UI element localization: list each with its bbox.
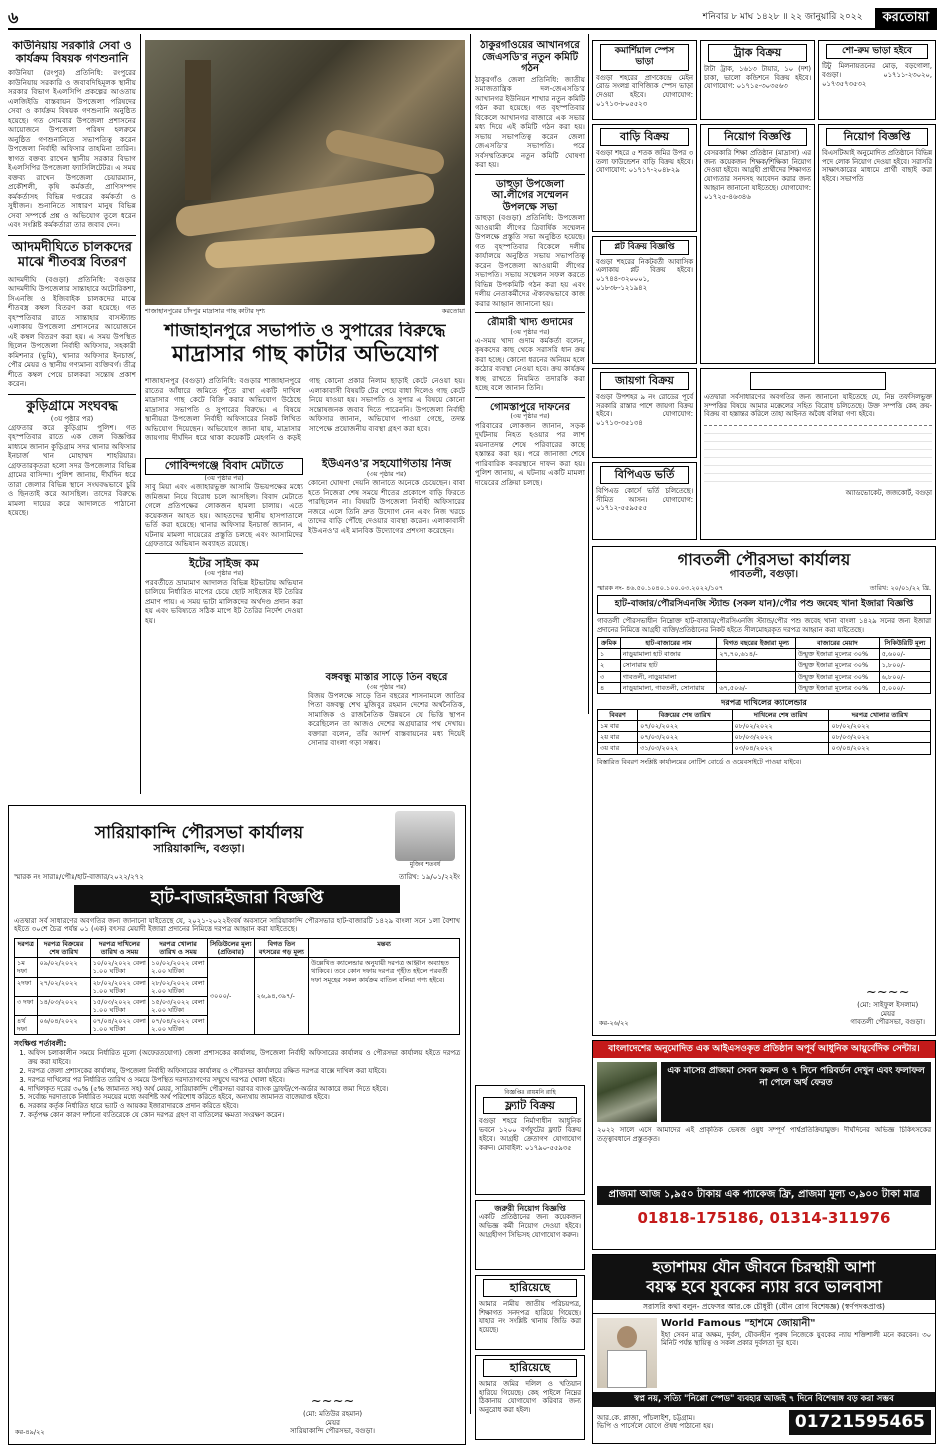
- classified-5-title: নিয়োগ বিজ্ঞপ্তি: [826, 128, 927, 146]
- table-cell: ২য় বার: [598, 732, 638, 743]
- gabtoli-signer-role: মেয়র: [880, 1009, 896, 1018]
- bottom-ad-phone: 01721595465: [789, 1410, 931, 1435]
- table-cell: ৬৭,৫০৬/-: [717, 682, 796, 693]
- story-gomostapur-body: পরিবারের লোকজন জানান, সড়ক দুর্ঘটনায় নিহত হওয়ার পর লাশ ময়নাতদন্ত শেষে পরিবারের কাছে হস্তান্তর করা হয়। পরে জানাজা শেষে পারিবারিক কবরস্থানে দাফন করা হয়। পুলিশ জানায়, এ ঘটনায় একটি মামলা দায়েরের প্রক্রিয়া চলছে।: [475, 420, 585, 487]
- lead-headline: [145, 322, 465, 372]
- ad-urgent-jobs: [475, 1200, 585, 1270]
- lead-headline-2: মাদ্রাসার গাছ কাটার অভিযোগ: [171, 340, 438, 367]
- table-cell: ০৮/০২/২০২২: [829, 721, 931, 732]
- sari-signer-org: সারিয়াকান্দি পৌরসভা, বগুড়া।: [290, 1427, 375, 1436]
- schedule-header: দাখিলের শেষ তারিখ: [732, 710, 829, 721]
- ad-jobs-title: জরুরী নিয়োগ বিজ্ঞপ্তি: [494, 1204, 566, 1213]
- sari-table-header: দরপত্র বিক্রয়ের শেষ তারিখ: [37, 939, 90, 958]
- herbal-phone: 01818-175186, 01314-311976: [637, 1208, 891, 1227]
- table-cell: ০৮/০৩/২০২২: [829, 732, 931, 743]
- story-bongo-body: বিজয় উপলক্ষে সাড়ে তিন বছরের শাসনামলে জাতির পিতা বঙ্গবন্ধু শেখ মুজিবুর রহমান দেশের অর্থনৈতিক, সামাজিক ও রাজনৈতিক উন্নয়নে যে ভিত্তি স্থাপন করেছিলেন তা আজও দেশের অগ্রযাত্রার পথ দেখায়। বক্তারা বলেন, তাঁর আদর্শ বাস্তবায়নের মধ্য দিয়েই সোনার বাংলা গড়া সম্ভব।: [308, 690, 465, 748]
- gabtoli-schedule-title: দরপত্র দাখিলের ক্যালেন্ডার: [721, 697, 807, 707]
- sari-memo: স্মারক নং সারাঃ/পৌঃ/হাট-বাজার/২০২২/২৭২: [14, 872, 144, 881]
- classified-4-body: বেসরকারি শিক্ষা প্রতিষ্ঠান (মাদ্রাসা) এর জন্য কয়েকজন শিক্ষক/শিক্ষিকা নিয়োগ দেওয়া হইবে। আগ্রহী প্রার্থীদের শিক্ষাগত যোগ্যতার সনদসহ আবেদন করার জন্য আহ্বান জানানো যাইতেছে। যোগাযোগ: ০১৭২৫-৪৬৩৪৬: [704, 148, 811, 201]
- story-gobinda-body: সাবু মিয়া এবং এজাহারভুক্ত আসামি উভয়পক্ষের মধ্যে জমিজমা নিয়ে বিরোধ চলে আসছিল। বিবাদ মেটাতে গেলে প্রতিপক্ষের লোকজন হামলা চালায়। এতে কয়েকজন আহত হয়। আহতদের স্থানীয় হাসপাতালে ভর্তি করা হয়েছে। থানার অফিসার ইনচার্জ জানান, এ ঘটনায় মামলা দায়েরের প্রস্তুতি চলছে এবং আসামিদের গ্রেফতারে অভিযান অব্যাহত রয়েছে।: [145, 482, 303, 549]
- story-itel-body: পরবর্তীতে ভ্রাম্যমাণ আদালত বিভিন্ন ইটভাটায় অভিযান চালিয়ে নির্ধারিত মাপের চেয়ে ছোট সাইজের ইট তৈরির প্রমাণ পায়। এ সময় ভাটা মালিকদের অর্থদণ্ড প্রদান করা হয় এবং ভবিষ্যতে সঠিক মাপে ইট তৈরির নির্দেশ দেওয়া হয়।: [145, 577, 303, 625]
- classified-land-sale: [592, 368, 697, 458]
- sariakandi-notice: [8, 805, 466, 1445]
- story-gomostapur-title: গোমস্তাপুরে দাফনের: [490, 401, 570, 413]
- table-row: [15, 958, 460, 977]
- story-adamdighi-title: আদমদীঘিতে চালকদের মাঝে শীতবস্ত্র বিতরণ: [12, 239, 132, 270]
- story-uno-body: কোনো ঘোষণা দেয়নি জানাতে অনেকে চেয়েছেন। বাবা হতে নিজেরা শেষ সময়ে শীতের প্রকোপে বাড়ি ফিরতে পারছিলেন না। বিষয়টি উপজেলা নির্বাহী অফিসারের নজরে এলে তিনি দ্রুত উদ্যোগ নেন এবং নিজ খরচে তাদের বাড়ি পৌঁছে দেওয়ার ব্যবস্থা করেন। এলাকাবাসী ইউএনও'র এই মানবিক উদ্যোগের প্রশংসা করেছেন।: [308, 478, 465, 535]
- lead-body: [145, 376, 465, 454]
- mujib-portrait: [390, 811, 460, 869]
- column-3: [475, 40, 585, 680]
- masthead: [8, 8, 937, 30]
- classified-truck-sale: [700, 40, 815, 120]
- story-kurigram-body: গ্রেফতার করে কুড়িগ্রাম পুলিশ। গত বৃহস্পতিবার রাতে এক জেল বিজ্ঞপ্তির মাধ্যমে জানান কুড়িগ্রাম সদর থানার অফিসার ইনচার্জ খান মোহাম্মদ শাহরিয়ার। গ্রেফতারকৃতরা হলো সদর উপজেলার বিভিন্ন গ্রামের বাসিন্দা। পুলিশ জানায়, দীর্ঘদিন ধরে তারা জেলার বিভিন্ন স্থানে সংঘবদ্ধভাবে চুরি ও ছিনতাই করে আসছিল। তাদের বিরুদ্ধে মামলা দায়ের করে আদালতে পাঠানো হয়েছে।: [8, 422, 136, 518]
- gabtoli-table-header: হাট-বাজারের নাম: [620, 638, 717, 649]
- table-cell: ০৭/০৪/২০২২ বেলা ২.০০ ঘটিকা: [149, 1016, 208, 1035]
- story-roumari-body: এ-সময় খাদ্য গুদাম কর্মকর্তা বলেন, কৃষকদের কাছ থেকে সরাসরি ধান ক্রয় করা হচ্ছে। কোনো ধরনের অনিয়ম হলে কঠোর ব্যবস্থা নেওয়া হবে। ক্রয় কার্যক্রম স্বচ্ছ রাখতে নিয়মিত তদারকি করা হচ্ছে বলে জানান তিনি।: [475, 335, 585, 393]
- bottom-ad-ship: ভিপি ও পার্সেলে যোগে ঔষধ পাঠানো হয়।: [597, 1422, 714, 1431]
- gabtoli-title: গাবতলী পৌরসভা কার্যালয়: [677, 550, 851, 569]
- story-uno-title: ইউএনও'র সহযোগিতায় নিজ: [321, 458, 452, 470]
- gabtoli-table: [597, 637, 931, 694]
- lead-sub-left: [145, 458, 303, 800]
- sari-term-item: 3. দরপত্র দাখিলের পর নির্ধারিত তারিখ ও সময়ে উপস্থিত দরদাতাগণের সম্মুখে দরপত্র খোলা হইবে।: [28, 1076, 460, 1085]
- classified-showroom-rent: [818, 40, 936, 120]
- table-cell: ৪: [598, 682, 621, 693]
- table-cell: ০৭/০৩/২০২২: [638, 732, 732, 743]
- ad-lost-2: [475, 1355, 585, 1440]
- table-cell: ২৮/০২/২০২২ বেলা ১.০০ ঘটিকা: [90, 977, 149, 996]
- table-cell: ০৮/০৩/২০২২: [732, 732, 829, 743]
- table-row: [598, 660, 931, 671]
- herbal-price: প্রাজমা আজ ১,৯৫০ টাকায় এক প্যাকেজ ফ্রি, প্রাজমা মূল্য ৩,৯০০ টাকা মাত্র: [597, 1186, 931, 1205]
- sari-date: তারিখ: ১৯/০১/২২ইং: [399, 872, 460, 881]
- table-cell: উন্মুক্ত ইজারা মূল্যের ৩০%: [796, 671, 880, 682]
- dateline: শনিবার ৮ মাঘ ১৪২৮ ॥ ২২ জানুয়ারি ২০২২: [702, 12, 863, 23]
- bottom-ad-addr: আর.কে. প্লাজা, পাঁচলাইশ, চট্টগ্রাম।: [597, 1413, 695, 1422]
- story-kurigram-sub: (৩য় পৃষ্ঠার পর): [50, 414, 94, 423]
- schedule-header: বিবরণ: [598, 710, 638, 721]
- story-itel-title: ইটের সাইজ কম: [189, 556, 259, 570]
- gabtoli-banner: হাট-বাজার/পৌরসিএনজি স্ট্যান্ড (সকল যান)/পৌর পশু জবেহ খানা ইজারা বিজ্ঞপ্তি: [597, 595, 931, 614]
- classified-7-body: বগুড়া শহরের নিকটবর্তী আবাসিক এলাকায় প্লট বিক্রয় হইবে। ০১৭৪৪-৩২০০০১, ০১৮৩৮-১২১৯৪২: [596, 257, 693, 293]
- table-cell: ১৪/০৩/২০২২: [37, 996, 90, 1015]
- gabtoli-subtitle: গাবতলী, বগুড়া।: [729, 569, 799, 581]
- sari-table-header: দরপত্র খোলার তারিখ ও সময়: [149, 939, 208, 958]
- sari-signer-name: (মো: মতিউর রহমান): [303, 1409, 363, 1418]
- story-dhunat-title: ডাহুড়া উপজেলা আ.লীগের সম্মেলন উপলক্ষে সভা: [491, 178, 569, 213]
- lead-photo: [145, 40, 465, 305]
- herbal-ad: [592, 1040, 936, 1250]
- lead-photo-block: [145, 40, 465, 318]
- story-roumari-sub: (৩য় পৃষ্ঠার পর): [510, 327, 550, 336]
- classified-9-title: বিপিএড ভর্তি: [600, 466, 689, 484]
- sari-fee-cell: ৩০০০/-: [207, 958, 254, 1035]
- table-cell: উন্মুক্ত ইজারা মূল্যের ৩০%: [796, 660, 880, 671]
- classified-9-body: বিপিএড কোর্সে ভর্তি চলিতেছে। সীমিত আসন। যোগাযোগ: ০১৭১২-৫৫৯৫৫৫: [596, 486, 693, 513]
- classified-job-1: [700, 124, 815, 364]
- legal-notice-signer: অ্যাডভোকেট, জজকোর্ট, বগুড়া: [845, 489, 932, 498]
- ad-lost-2-body: আমার জমির দলিল ও খতিয়ান হারিয়ে গিয়েছে। কেহ পাইলে নিম্নের ঠিকানায় যোগাযোগ করিবার জন্য অনুরোধ করা হইল।: [479, 1379, 581, 1415]
- sari-term-item: 1. অফিস চলাকালীন সময়ে নির্ধারিত মূল্যে (অফেরতযোগ্য) জেলা প্রশাসকের কার্যালয়, উপজেলা নির্বাহী অফিসারের কার্যালয় ও পৌরসভা কার্যালয় হইতে দরপত্র ক্রয় করা যাইবে।: [28, 1049, 460, 1067]
- story-thakurgaon-title: ঠাকুরগাঁওয়ের আখানগরে জেএসডি'র নতুন কমিটি গঠন: [480, 40, 580, 74]
- gabtoli-table-header: ক্রমিক: [598, 638, 621, 649]
- logo-text: করতোয়া: [882, 9, 929, 25]
- sari-terms-title: সংক্ষিপ্ত শর্তাবলী:: [14, 1039, 67, 1049]
- gabtoli-date: তারিখ: ২০/০১/২২ খ্রি.: [869, 583, 931, 592]
- classified-2-title: ট্রাক বিক্রয়: [708, 44, 806, 62]
- story-kurigram-title: কুড়িগ্রামে সংঘবদ্ধ: [26, 398, 118, 414]
- gabtoli-code: কর-২৬/২২: [599, 1018, 629, 1027]
- sari-signer-role: মেয়র: [325, 1418, 340, 1427]
- ad-lost-1: [475, 1275, 585, 1350]
- classified-house-sale: [592, 124, 697, 232]
- sari-title: সারিয়াকান্দি পৌরসভা কার্যালয়: [94, 822, 304, 843]
- story-dhunat-body: ডাহুড়া (বগুড়া) প্রতিনিধি: উপজেলা আওয়ামী লীগের ত্রিবার্ষিক সম্মেলন উপলক্ষে প্রস্তুতি সভা অনুষ্ঠিত হয়েছে। গত বৃহস্পতিবার বিকেলে দলীয় কার্যালয়ে অনুষ্ঠিত সভায় সভাপতিত্ব করেন উপজেলা আওয়ামী লীগের সভাপতি। সভায় সম্মেলন সফল করতে বিভিন্ন উপকমিটি গঠন করা হয় এবং দলীয় নেতাকর্মীদের ঐক্যবদ্ধভাবে কাজ করার আহ্বান জানানো হয়।: [475, 213, 585, 308]
- gabtoli-signer-org: গাবতলী পৌরসভা, বগুড়া।: [850, 1018, 925, 1027]
- table-cell: ২৮/০২/২০২২ বেলা ২.০০ ঘটিকা: [149, 977, 208, 996]
- table-cell: ২: [598, 660, 621, 671]
- table-cell: ৩ দফা: [15, 996, 38, 1015]
- table-row: [598, 732, 931, 743]
- table-cell: ২৭,৭০,৬১৪/-: [717, 649, 796, 660]
- bottom-ad-brand: World Famous "হাশমে জোয়ানী": [661, 1318, 816, 1330]
- table-row: [598, 682, 931, 693]
- sari-terms-list: [14, 1049, 460, 1121]
- ad-flat-sale: [475, 1085, 585, 1195]
- story-thakurgaon-body: ঠাকুরগাঁও জেলা প্রতিনিধি: জাতীয় সমাজতান্ত্রিক দল-জেএসডি'র আখানগর ইউনিয়ন শাখার নতুন কমিটি গঠন করা হয়েছে। গত বৃহস্পতিবার বিকেলে আখানগর বাজারে এক সভার মধ্য দিয়ে এই কমিটি গঠন করা হয়। সভায় সভাপতিত্ব করেন জেলা জেএসডি'র সভাপতি। পরে সর্বসম্মতিক্রমে নতুন কমিটি ঘোষণা করা হয়।: [475, 74, 585, 169]
- story-uno-sub: (৩য় পৃষ্ঠার পর): [366, 469, 407, 478]
- story-gobinda-sub: (৩য় পৃষ্ঠার পর): [204, 473, 244, 482]
- table-cell: ০৮/০২/২০২২: [732, 721, 829, 732]
- table-cell: নাড়ুয়ামালা, গাবতলী, সোনারায়: [620, 682, 717, 693]
- table-cell: ৩: [598, 671, 621, 682]
- bottom-ad-body: ইহা সেবন মাত্র অক্ষম, দুর্বল, যৌবনহীন পুরুষ নিজেকে যুবকের ন্যায় শক্তিশালী মনে করবেন। ৩০ মিনিট পর্যন্ত স্থায়িত্ব ও সকল প্রকার দুর্বলতা দূর হবে।: [661, 1330, 931, 1348]
- classified-commercial-space: [592, 40, 697, 120]
- gabtoli-intro: গাবতলী পৌরসভাধীন নিম্নোক্ত হাট-বাজার/পৌরসিএনজি স্ট্যান্ড/পৌর পশু জবেহ খানা বাংলা ১৪২৯ সনের জন্য ইজারা প্রদানের নিমিত্তে আগ্রহী ব্যক্তি/প্রতিষ্ঠানের নিকট হইতে সীলমোহরকৃত দরপত্র আহ্বান করা যাইতেছে।: [597, 617, 931, 634]
- table-cell: ৫,৬০০/-: [879, 649, 930, 660]
- sari-signature: ~~~~ (মো: মতিউর রহমান) মেয়র সারিয়াকান্দি পৌরসভা, বগুড়া।: [290, 1393, 375, 1436]
- story-adamdighi-body: আদমদীঘি (বগুড়া) প্রতিনিধি: বগুড়ার আদমদীঘি উপজেলার সান্তাহারে অটোরিকশা, সিএনজি ও ইজিবাইক চালকদের মাঝে শীতবস্ত্র কম্বল বিতরণ করা হয়েছে। গত বৃহস্পতিবার রাতে সান্তাহার বাসস্ট্যান্ড এলাকায় উপজেলা প্রশাসনের আয়োজনে এই কম্বল বিতরণ করা হয়। এ সময় উপস্থিত ছিলেন উপজেলা নির্বাহী অফিসার, সহকারী কমিশনার (ভূমি), থানার অফিসার ইনচার্জ, পৌর মেয়র ও স্থানীয় গণ্যমান্য ব্যক্তিবর্গ। তীব্র শীতে কম্বল পেয়ে চালকরা সন্তোষ প্রকাশ করেন।: [8, 274, 136, 389]
- table-cell: ০৯/০২/২০২২: [37, 958, 90, 977]
- gabtoli-table-header: বাজারের মেয়াদ: [796, 638, 880, 649]
- table-cell: উন্মুক্ত ইজারা মূল্যের ৩০%: [796, 649, 880, 660]
- herbal-band: বাংলাদেশের অনুমোদিত এক আইএসওকৃত প্রতিষ্ঠান অপূর্ব আধুনিক আয়ুর্বেদিক সেন্টার।: [593, 1041, 935, 1058]
- table-cell: ১০/০২/২০২২ বেলা ১.০০ ঘটিকা: [90, 958, 149, 977]
- lead-headline-1: শাজাহানপুরে সভাপতি ও সুপারের বিরুদ্ধে: [164, 322, 446, 341]
- table-cell: ১: [598, 649, 621, 660]
- classified-3-title: শো-রুম ভাড়া হইবে: [826, 44, 927, 59]
- bottom-ad-headline2: বয়স্ক হবে যুবকের ন্যায় রবে ভালবাসা: [646, 1276, 882, 1296]
- story-bongo-sub: (৩য় পৃষ্ঠার পর): [366, 682, 407, 691]
- table-row: [598, 721, 931, 732]
- table-cell: ১,৮০০/-: [879, 660, 930, 671]
- table-cell: [717, 660, 796, 671]
- classified-7-title: প্লট বিক্রয় বিজ্ঞপ্তি: [600, 240, 689, 255]
- ad-flat-body: বগুড়া শহরে নির্মাণাধীন আধুনিক ভবনে ১২০০ বর্গফুটের ফ্ল্যাট বিক্রয় হইবে। আগ্রহী ক্রেতাগণ যোগাযোগ করুন। মোবাইল: ০১৭৯০-৫৫৯৩৫: [479, 1117, 581, 1152]
- story-itel-sub: (৩য় পৃষ্ঠার পর): [204, 569, 244, 578]
- table-row: [598, 743, 931, 754]
- table-cell: ৩য় বার: [598, 743, 638, 754]
- table-cell: গাবতলী, নাড়ুয়ামালা: [620, 671, 717, 682]
- table-cell: ০৩/০৪/২০২২: [732, 743, 829, 754]
- bottom-ad-headline1: হতাশাময় যৌন জীবনে চিরস্থায়ী আশা: [652, 1258, 876, 1276]
- story-bongo-title: বঙ্গবন্ধু মাস্তার সাড়ে তিন বছরে: [325, 672, 448, 683]
- bottom-ad-sub: সরাসরি কথা বলুন- প্রফেসর আর.কে চৌধুরী (যৌন রোগ বিশেষজ্ঞ) (স্বর্ণপদকপ্রাপ্ত): [593, 1300, 935, 1314]
- gabtoli-table-header: সিকিউরিটি মূল্য: [879, 638, 930, 649]
- classified-bped-admission: [592, 462, 697, 540]
- table-row: [598, 671, 931, 682]
- lead-body-text: শাজাহানপুর (বগুড়া) প্রতিনিধি: বগুড়ার শাজাহানপুরে রাতের আঁধারে জমিতে পুঁতে রাখা একটি দাখিল মাদ্রাসার গাছ কেটে বিক্রি করার অভিযোগ উঠেছে মাদ্রাসার সভাপতি ও সুপারের বিরুদ্ধে। এ বিষয়ে স্থানীয়রা উপজেলা নির্বাহী অফিসারের নিকট লিখিত অভিযোগ দিয়েছেন। অভিযোগে জানা যায়, মাদ্রাসার জায়গায় দীর্ঘদিন ধরে থাকা কয়েকটি মেহগনি ও কড়ই গাছ কোনো প্রকার নিলাম ছাড়াই কেটে নেওয়া হয়। এলাকাবাসী বিষয়টি টের পেয়ে বাধা দিলেও গাছ কেটে নিয়ে যাওয়া হয়। সভাপতি ও সুপার এ বিষয়ে কোনো সন্তোষজনক জবাব দিতে পারেননি। উপজেলা নির্বাহী অফিসার জানান, অভিযোগ পাওয়া গেছে, তদন্ত সাপেক্ষে প্রয়োজনীয় ব্যবস্থা গ্রহণ করা হবে।: [145, 376, 465, 442]
- lead-photo-credit: করতোয়া: [441, 307, 465, 315]
- classified-4-title: নিয়োগ বিজ্ঞপ্তি: [708, 128, 806, 146]
- table-cell: ৬,৮০০/-: [879, 671, 930, 682]
- gabtoli-signer-name: (মো: সাইফুল ইসলাম): [857, 1000, 919, 1009]
- lead-photo-caption: শাজাহানপুরের চাঁদপুর মাদ্রাসার গাছ কাটার দৃশ্য: [145, 307, 266, 315]
- classified-3-body: টিটু মিলনায়তনের মোড়, বড়গোলা, বগুড়া। ০১৭১১-২৩০২০, ০১৭৩৫৭৩৫৩২: [822, 62, 932, 88]
- bottom-ad: [592, 1254, 936, 1444]
- legal-notice-body: এতদ্বারা সর্বসাধারণের অবগতির জন্য জানানো যাইতেছে যে, নিম্ন তফসিলভুক্ত সম্পত্তির বিষয়ে আমার মক্কেলের সহিত বিরোধ চলিতেছে। উক্ত সম্পত্তি কেহ ক্রয়-বিক্রয় বা হস্তান্তর করিলে তাহা আইনত অবৈধ বলিয়া গণ্য হইবে।: [704, 392, 932, 419]
- sari-table-header: বিগত তিন বৎসরের গড় মূল্য: [254, 939, 309, 958]
- ad-flat-title: ফ্ল্যাট বিক্রয়: [483, 1097, 577, 1115]
- sari-table-header: মন্তব্য: [309, 939, 460, 958]
- classified-6-title: বাড়ি বিক্রয়: [600, 128, 689, 146]
- sari-table-header: দরপত্র: [15, 939, 38, 958]
- sari-code: কর-৪৯/২২: [15, 1427, 45, 1436]
- classified-6-body: বগুড়া শহরে ৫ শতক জমির উপর ৩ তলা ফাউন্ডেশন বাড়ি বিক্রয় হইবে। যোগাযোগ: ০১৭১৭-২০৪৮২৯: [596, 148, 693, 175]
- sari-remark-cell: উল্লেখিত ক্যালেন্ডার অনুযায়ী দরপত্র আহ্বান অব্যাহত থাকিবে। তবে কোন দফায় দরপত্র গৃহীত হইলে পরবর্তী দফা সমূহের সকল কার্যক্রম বাতিল বলিয়া গণ্য হইবে।: [309, 958, 460, 1035]
- table-cell: ০৭/০৪/২০২২ বেলা ১.০০ ঘটিকা: [90, 1016, 149, 1035]
- table-cell: ৩১/০৩/২০২২: [638, 743, 732, 754]
- table-row: [598, 649, 931, 660]
- table-cell: ১০/০২/২০২২ বেলা ২.০০ ঘটিকা: [149, 958, 208, 977]
- classified-5-body: বিএসটিআই অনুমোদিত প্রতিষ্ঠানে বিভিন্ন পদে লোক নিয়োগ দেওয়া হইবে। সরাসরি সাক্ষাৎকারের মাধ্যমে প্রার্থী বাছাই করা হইবে। সভাপতি: [822, 148, 932, 184]
- story-kaunia-body: কাউনিয়া (রংপুর) প্রতিনিধি: রংপুরের কাউনিয়ায় সরকারি ও জবাবদিহিমূলক স্থানীয় সরকার বিভাগ ইএলসিপি প্রকল্পের আওতায় এলজিইডি বাস্তবায়ন উপজেলা পরিষদের সেবা ও কার্যক্রম বিষয়ক গণশুনানি অনুষ্ঠিত হয়েছে। গত সোমবার উপজেলা প্রশাসনের আয়োজনে উপজেলা পরিষদ হলরুমে অনুষ্ঠিত গণশুনানিতে সভাপতিত্ব করেন উপজেলা নির্বাহী অফিসার তাহমিনা তারিন। স্বাগত বক্তব্য রাখেন স্থানীয় সরকার বিভাগ ইএলসিপির উপজেলা ফ্যাসিলিটেটর। এ সময় বক্তব্য রাখেন উপজেলা চেয়ারম্যান, প্রকৌশলী, কৃষি কর্মকর্তা, প্রাণিসম্পদ কর্মকর্তাসহ বিভিন্ন দপ্তরের কর্মকর্তা ও সুধীজন। শুনানিতে সাধারণ মানুষ বিভিন্ন সেবা সম্পর্কে প্রশ্ন ও অভিযোগ তুলে ধরেন এবং সংশ্লিষ্ট কর্মকর্তারা তার জবাব দেন।: [8, 68, 136, 230]
- table-cell: নাড়ুয়ামালা হাট বাজার: [620, 649, 717, 660]
- gabtoli-note: বিস্তারিত বিবরণ সংশ্লিষ্ট কার্যালয়ের নোটিশ বোর্ডে ও ওয়েবসাইটে পাওয়া যাইবে।: [597, 757, 802, 766]
- classified-1-title: কমার্শিয়াল স্পেস ভাড়া: [600, 44, 689, 71]
- gabtoli-signature: ~~~~ (মো: সাইফুল ইসলাম) মেয়র গাবতলী পৌরসভা, বগুড়া।: [850, 984, 925, 1027]
- mujib-caption: মুজিব শতবর্ষ: [409, 861, 441, 868]
- table-cell: ০৬/০৪/২০২২: [37, 1016, 90, 1035]
- classified-job-2: [818, 124, 936, 364]
- table-cell: সোনারায় হাট: [620, 660, 717, 671]
- table-cell: ০৭/০২/২০২২: [638, 721, 732, 732]
- table-cell: উন্মুক্ত ইজারা মূল্যের ৩০%: [796, 682, 880, 693]
- classified-8-body: বগুড়া উপশহর ৯ নং রোডের পূর্বে সরকারি রাস্তার পাশে জায়গা বিক্রয় হইবে। যোগাযোগ: ০১৭১৩-৩৫১৩৪: [596, 392, 693, 428]
- story-kaunia-title: কাউনিয়ায় সরকারি সেবা ও কার্যক্রম বিষয়ক গণশুনানি: [12, 40, 132, 65]
- ad-jobs-body: একটি প্রতিষ্ঠানের জন্য কয়েকজন অভিজ্ঞ কর্মী নিয়োগ দেওয়া হইবে। আগ্রহীগণ সিভিসহ যোগাযোগ করুন।: [479, 1213, 581, 1239]
- sari-banner: হাট-বাজারইজারা বিজ্ঞপ্তি: [74, 885, 400, 912]
- sari-term-item: 7. কর্তৃপক্ষ কোন কারণ দর্শানো ব্যতিরেকে যে কোন দরপত্র গ্রহণ বা বাতিলের ক্ষমতা সংরক্ষণ করেন।: [28, 1111, 460, 1120]
- legal-notice-title: লিগ্যাল নোটিশ: [750, 372, 887, 390]
- table-cell: ১৫/০৩/২০২২ বেলা ২.০০ ঘটিকা: [149, 996, 208, 1015]
- page-number: ৬: [8, 8, 19, 27]
- sari-term-item: 6. সরকার কর্তৃক নির্ধারিত হারে ভ্যাট ও আয়কর ইজারাদারকে প্রদান করিতে হইবে।: [28, 1102, 460, 1111]
- story-bongo: [308, 672, 465, 800]
- gabtoli-notice: [592, 546, 936, 1036]
- sari-term-item: 4. দাখিলকৃত দরের ৩০% (৫% জামানত সহ) অর্থ মেয়র, সারিয়াকান্দি পৌরসভা বরাবর ব্যাংক ড্রাফট/পে-অর্ডার আকারে জমা দিতে হইবে।: [28, 1085, 460, 1094]
- table-cell: ০৩/০৪/২০২২: [829, 743, 931, 754]
- bottom-ad-strip: স্বপ্ন নয়, সত্যি "নিপ্পো স্পেড" ব্যবহার আজই ৭ দিনে বিশেষাঙ্গ বড় করা সম্ভব: [593, 1392, 935, 1407]
- table-cell: [717, 671, 796, 682]
- sari-term-item: 2. দরপত্র জেলা প্রশাসকের কার্যালয়, উপজেলা নির্বাহী অফিসারের কার্যালয় ও পৌরসভা কার্যালয়ে রক্ষিত দরপত্র বাক্সে দাখিল করা যাইবে।: [28, 1067, 460, 1076]
- table-cell: ১ম দফা: [15, 958, 38, 977]
- sari-subtitle: সারিয়াকান্দি, বগুড়া।: [153, 842, 245, 856]
- sari-intro: এতদ্বারা সর্ব সাধারণের অবগতির জন্য জানানো যাইতেছে যে, ২০২১-২০২২ইংবর্ষ অবসানে সারিয়াকান্দি পৌরসভার হাট-বাজারটি ১৪২৯ বাংলা সনে ১লা বৈশাখ হইতে ৩০শে চৈত্র পর্যন্ত ০১ (এক) বৎসর মেয়াদী ইজারা প্রদানের নিমিত্তে দরপত্র আহ্বান করা যাইতেছে।: [14, 916, 460, 934]
- table-cell: ৪র্থ দফা: [15, 1016, 38, 1035]
- sari-avg-cell: ২৬,৯৪,৩৯৭/-: [254, 958, 309, 1035]
- classified-1-body: বগুড়া শহরের প্রাণকেন্দ্রে মেইন রোড সংলগ্ন বাণিজ্যিক স্পেস ভাড়া দেওয়া হইবে। যোগাযোগ: ০১৭১৩-৮০৫৫২৩: [596, 73, 693, 108]
- ad-lost-2-title: হারিয়েছে: [483, 1359, 577, 1377]
- story-gobinda-title: গোবিন্দগঞ্জে বিবাদ মেটাতে: [145, 458, 303, 475]
- newspaper-logo: [875, 8, 937, 28]
- schedule-header: দরপত্র খোলার তারিখ: [829, 710, 931, 721]
- table-cell: ২৭/০২/২০২২: [37, 977, 90, 996]
- column-1: [8, 40, 136, 800]
- lead-sub-right: [308, 458, 465, 670]
- sari-table: [14, 938, 460, 1035]
- classified-plot-sale: [592, 236, 697, 364]
- gabtoli-memo: স্মারক নং- ৪৬.৫০.১০৪০.১০০.০৩.২০২২/১০৭: [597, 583, 724, 592]
- table-cell: ১ম বার: [598, 721, 638, 732]
- schedule-header: বিক্রয়ের শেষ তারিখ: [638, 710, 732, 721]
- classified-8-title: জায়গা বিক্রয়: [600, 372, 689, 390]
- gabtoli-schedule-table: [597, 709, 931, 755]
- story-roumari-title: রৌমারী খাদ্য গুদামের: [487, 317, 573, 328]
- classified-2-body: টাটা ট্রাক, ১৬১৩ টায়ার, ১০ (দশ) চাকা, ভালো কন্ডিশনে বিক্রয় হইবে। যোগাযোগ: ০১৭১৫-৩০৩৫৬৩: [704, 64, 811, 91]
- story-gomostapur-sub: (৩য় পৃষ্ঠার পর): [510, 412, 550, 421]
- doctor-portrait: [597, 1318, 657, 1388]
- sari-table-header: দরপত্র দাখিলের তারিখ ও সময়: [90, 939, 149, 958]
- table-cell: ২দফা: [15, 977, 38, 996]
- ad-flat-tag: বিজ্ঞপ্তিঃ রায়মনি রাহি: [504, 1089, 556, 1096]
- table-cell: ৫,০০০/-: [879, 682, 930, 693]
- sari-term-item: 5. সর্বোচ্চ দরদাতাকে নির্ধারিত সময়ের মধ্যে অবশিষ্ট অর্থ পরিশোধ করিতে হইবে, অন্যথায় জামানত বাজেয়াপ্ত হইবে।: [28, 1093, 460, 1102]
- legal-notice: [700, 368, 936, 540]
- ad-lost-1-body: আমার নামীয় জাতীয় পরিচয়পত্র, শিক্ষাগত সনদপত্র হারিয়ে গিয়েছে। যাহার নং সংশ্লিষ্ট থানায় জিডি করা হয়েছে।: [479, 1299, 581, 1335]
- sari-table-header: সিডিউলের মূল্য (প্রতিবার): [207, 939, 254, 958]
- ad-lost-1-title: হারিয়েছে: [483, 1279, 577, 1297]
- herbal-product-image: [597, 1062, 657, 1122]
- herbal-body: ২০২২ সালে এসে আমাদের এই প্রাকৃতিক ভেষজ ওষুধ সম্পূর্ণ পার্শ্বপ্রতিক্রিয়ামুক্ত। দীর্ঘদিনের অভিজ্ঞ চিকিৎসকের তত্ত্বাবধানে প্রস্তুতকৃত।: [597, 1126, 931, 1143]
- table-cell: ১৫/০৩/২০২২ বেলা ১.০০ ঘটিকা: [90, 996, 149, 1015]
- gabtoli-table-header: বিগত বছরের ইজারা মূল্য: [717, 638, 796, 649]
- herbal-box1: এক মাসের প্রাজমা সেবন করুন ও ৭ দিনে পরিবর্তন দেখুন এবং ফলাফল না পেলে অর্থ ফেরত: [661, 1062, 931, 1122]
